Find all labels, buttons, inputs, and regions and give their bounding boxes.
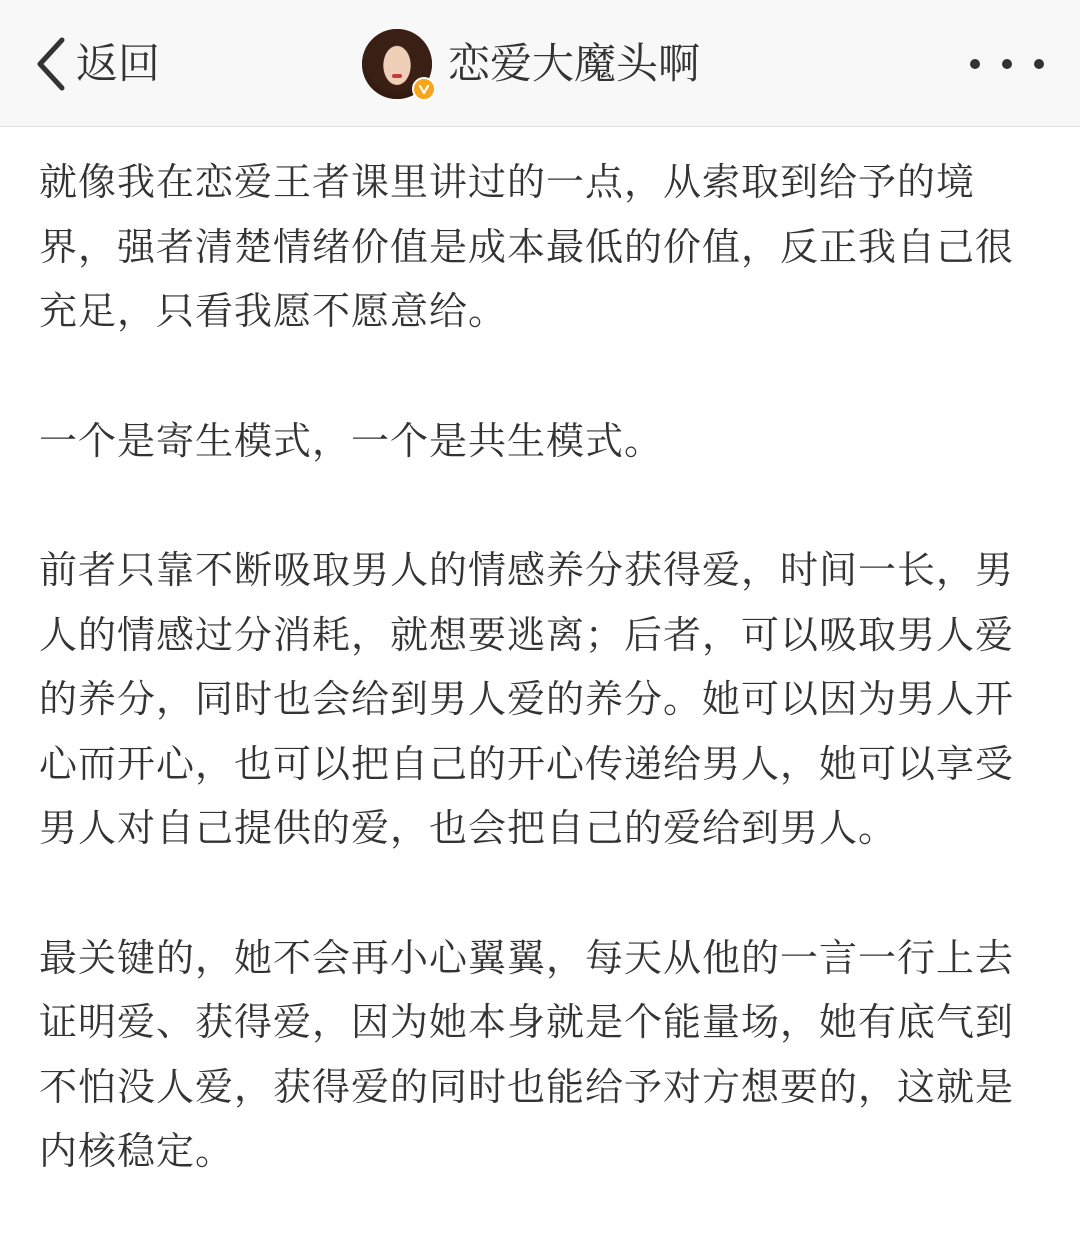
post-body xyxy=(39,150,1039,1249)
profile-name[interactable]: 恋爱大魔头啊 xyxy=(448,39,701,88)
post-paragraph: 最关键的，她不会再小心翼翼，每天从他的一言一行上去证明爱、获得爱，因为她本身就是个能量场，她有底气到不怕没人爱，获得爱的同时也能给予对方想要的，这就是内核稳定。 xyxy=(39,935,1015,1173)
more-horizontal-icon xyxy=(970,59,980,69)
post-paragraph: 前者只靠不断吸取男人的情感养分获得爱，时间一长，男人的情感过分消耗，就想要逃离；后者，可以吸取男人爱的养分，同时也会给到男人爱的养分。她可以因为男人开心而开心，也可以把自己的开心传递给男人，她可以享受男人对自己提供的爱，也会把自己的爱给到男人。 xyxy=(39,548,1015,850)
post-paragraph: 就像我在恋爱王者课里讲过的一点，从索取到给予的境界，强者清楚情绪价值是成本最低的价值，反正我自己很充足，只看我愿不愿意给。 xyxy=(39,160,1015,333)
more-horizontal-icon xyxy=(1002,59,1012,69)
post-paragraph: 一个是寄生模式，一个是共生模式。 xyxy=(39,418,664,463)
back-button[interactable] xyxy=(32,30,160,98)
avatar-detail xyxy=(392,74,402,78)
chevron-left-icon xyxy=(32,34,68,94)
avatar[interactable] xyxy=(362,29,432,99)
profile-header[interactable] xyxy=(362,28,700,100)
back-button-label: 返回 xyxy=(76,39,161,88)
more-options-button[interactable] xyxy=(970,44,1044,84)
top-navigation-bar xyxy=(0,0,1080,127)
verified-badge-icon xyxy=(412,77,436,101)
more-horizontal-icon xyxy=(1034,59,1044,69)
